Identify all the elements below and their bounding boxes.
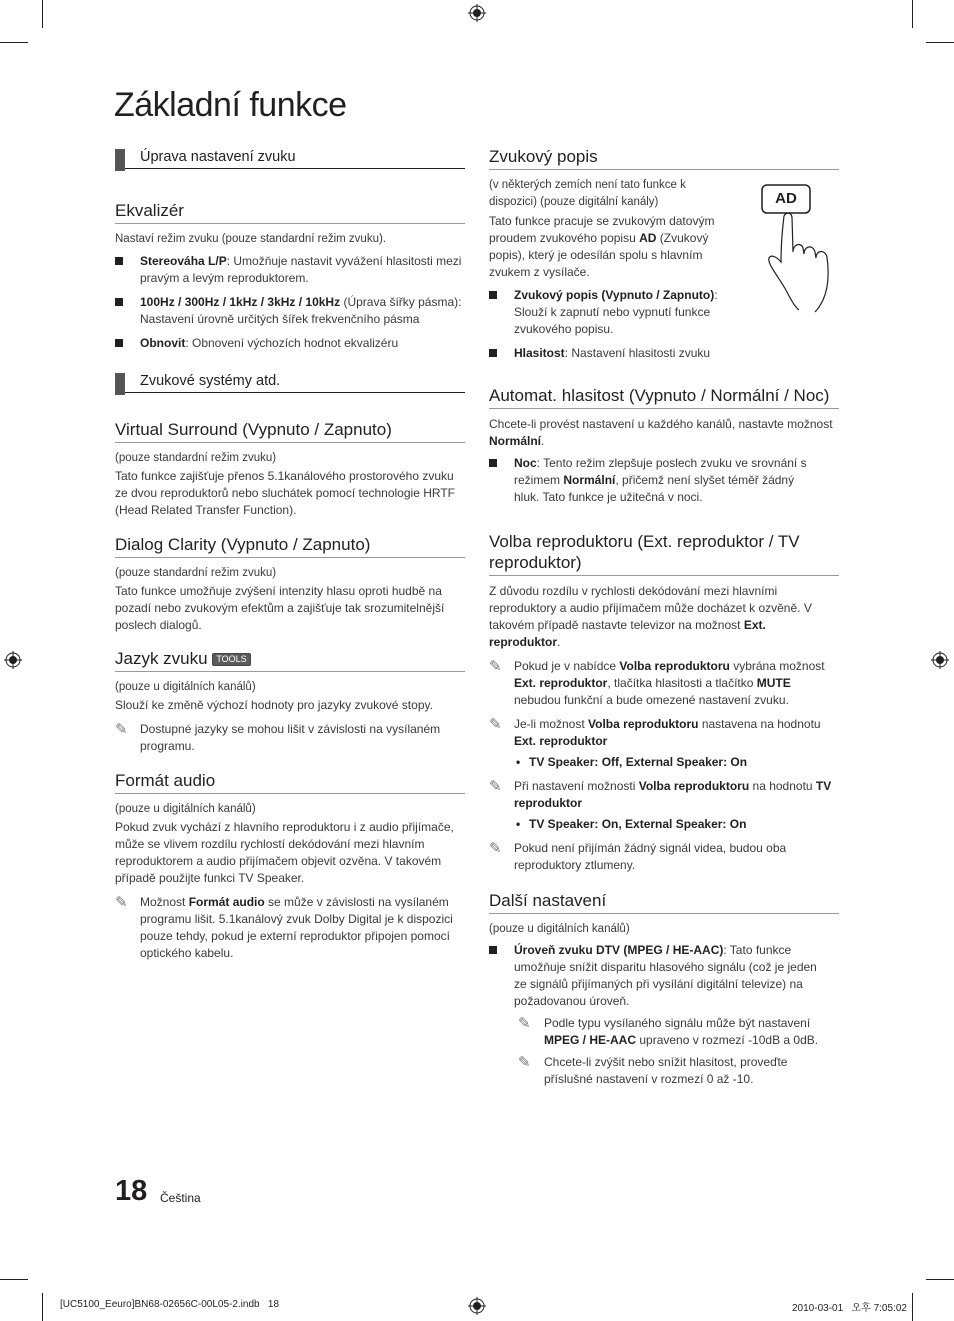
note [489,778,839,812]
page-title: Základní funkce [114,86,347,124]
note-bold: Volba reproduktoru [619,659,730,673]
item-label: Noc [514,456,537,470]
bullet-icon: • [516,755,521,769]
list-item [489,287,749,338]
volba-text [489,583,839,651]
item-text: : Umožňuje nastavit vyvážení hlasitosti mezi pravým a levým reproduktorem. [140,254,462,285]
note-text: upraveno v rozmezí -10dB a 0dB. [636,1033,819,1047]
crop-mark [926,1279,954,1280]
registration-mark-icon [4,651,22,669]
item-label: Zvukový popis (Vypnuto / Zapnuto) [514,288,715,302]
note-text: nebudou funkční a bude omezené nastavení zvuku. [514,693,789,707]
item-bold: Normální [563,473,616,487]
heading-text: Jazyk zvuku [115,649,208,668]
note-text: Pokud není přijímán žádný signál videa, budou oba reproduktory ztlumeny. [514,841,787,872]
item-text: : Nastavení hlasitosti zvuku [564,346,711,360]
note-text: Při nastavení možnosti [514,779,639,793]
bullet-icon [115,257,123,265]
dialog-sub: (pouze standardní režim zvuku) [115,567,277,579]
heading-virtual-surround: Virtual Surround (Vypnuto / Zapnuto) [115,419,465,443]
note [489,716,839,750]
popis-sub: (v některých zemích není tato funkce k dispozici) (pouze digitální kanály) [489,179,686,208]
note-text: vybrána možnost [729,659,825,673]
crop-mark [912,1293,913,1321]
note-bold: MPEG / HE-AAC [544,1033,637,1047]
ad-button-label: AD [775,190,797,207]
item-label: Hlasitost [514,346,565,360]
section-marker [115,149,125,171]
pencil-icon: ✎ [518,1015,531,1032]
pencil-icon: ✎ [115,721,128,738]
section-title: Zvukové systémy atd. [140,373,281,389]
list-item [115,253,465,287]
dialog-text: Tato funkce umožňuje zvýšení intenzity hlasu oproti hudbě na pozadí nebo zvukovým efektům a zajišťuje tak srozumitelnější poslech dialogů. [115,584,445,632]
bullet-icon [489,946,497,954]
note-bold: Volba reproduktoru [588,717,699,731]
list-item [115,294,465,328]
tools-badge: TOOLS [212,653,250,666]
section-marker [115,373,125,395]
virtual-sub: (pouze standardní režim zvuku) [115,452,277,464]
ekvalizer-intro: Nastaví režim zvuku (pouze standardní režim zvuku). [115,233,386,245]
virtual-text: Tato funkce zajišťuje přenos 5.1kanálového prostorového zvuku ze dvou reproduktorů nebo sluchátek pomocí technologie HRTF (Head Related Transfer Function). [115,469,455,517]
list-item [489,345,839,362]
note-bold: Ext. reproduktor [514,734,608,748]
crop-mark [912,0,913,28]
registration-mark-icon [468,4,486,22]
footer-date: 2010-03-01 오후 7:05:02 [792,1303,907,1314]
note-bold: Formát audio [188,895,265,909]
note [518,1015,839,1049]
section-title: Úprava nastavení zvuku [140,149,296,165]
text-bold: Ext. reproduktor [489,618,766,649]
format-sub: (pouze u digitálních kanálů) [115,803,256,815]
item-label: Úroveň zvuku DTV (MPEG / HE-AAC) [514,943,724,957]
note [115,894,465,962]
note-text: nastavena na hodnotu [698,717,821,731]
item-text: , přičemž není slyšet téměř žádný hluk. Tato funkce je užitečná v noci. [514,473,795,504]
note-text: na hodnotu [749,779,816,793]
format-text: Pokud zvuk vychází z hlavního reproduktoru i z audio přijímače, může se vlivem rozdílu rychlostí dekódování mezi hlavním reproduktorem a audio přijímačem objevit ozvěna. V takovém případě použijte funkci TV Speaker. [115,820,454,885]
bullet-icon [489,291,497,299]
text-part: Chcete-li provést nastavení u každého kanálů, nastavte možnost [489,417,833,431]
note-text: Je-li možnost [514,717,589,731]
pencil-icon: ✎ [489,716,502,733]
heading-volba-reproduktoru: Volba reproduktoru (Ext. reproduktor / TV reproduktor) [489,531,839,576]
registration-mark-icon [468,1297,486,1315]
page-number: 18 [115,1175,148,1207]
pencil-icon: ✎ [489,658,502,675]
note [489,658,839,709]
item-text: : Slouží k zapnutí nebo vypnutí funkce zvukového popisu. [514,288,718,336]
item-label: Stereováha L/P [140,254,227,268]
crop-mark [0,42,28,43]
dalsi-sub: (pouze u digitálních kanálů) [489,923,630,935]
bullet-icon [115,298,123,306]
left-column [115,140,465,962]
text-part: Z důvodu rozdílu v rychlosti dekódování mezi hlavními reproduktory a audio přijímačem může docházet k ozvěně. V takovém případě nastavte televizor na možnost [489,584,812,632]
crop-mark [926,42,954,43]
bullet-icon: • [516,817,521,831]
popis-text [489,213,724,281]
note-bold: Volba reproduktoru [638,779,750,793]
pencil-icon: ✎ [489,840,502,857]
heading-zvukovy-popis: Zvukový popis [489,146,839,170]
note-text: Chcete-li zvýšit nebo snížit hlasitost, proveďte příslušné nastavení v rozmezí 0 až -10. [544,1055,788,1086]
pencil-icon: ✎ [518,1054,531,1071]
crop-mark [42,1293,43,1321]
heading-automat-hlasitost: Automat. hlasitost (Vypnuto / Normální / Noc) [489,385,839,409]
crop-mark [42,0,43,28]
jazyk-text: Slouží ke změně výchozí hodnoty pro jazyky zvukové stopy. [115,698,433,712]
note-text: , tlačítka hlasitosti a tlačítko [607,676,757,690]
item-text: TV Speaker: Off, External Speaker: On [529,755,748,769]
note [115,721,465,755]
item-label: 100Hz / 300Hz / 1kHz / 3kHz / 10kHz [140,295,341,309]
note-text: Možnost [140,895,189,909]
heading-dialog-clarity: Dialog Clarity (Vypnuto / Zapnuto) [115,534,465,558]
list-item [514,754,839,771]
text-part: . [557,635,561,649]
item-text: : Tento režim zlepšuje poslech zvuku ve srovnání s režimem [514,456,807,487]
section-header [115,144,465,169]
automat-text [489,416,839,450]
list-item [115,335,465,352]
footer-language: Čeština [160,1191,201,1205]
heading-jazyk-zvuku [115,648,465,672]
item-text: TV Speaker: On, External Speaker: On [529,817,747,831]
heading-ekvalizer: Ekvalizér [115,200,465,224]
item-text: (Úprava šířky pásma): Nastavení úrovně určitých šířek frekvenčního pásma [140,295,462,326]
note-bold: TV reproduktor [514,779,832,810]
registration-mark-icon [931,651,949,669]
crop-mark [0,1279,28,1280]
text-bold: AD [639,231,657,245]
note-text: se může v závislosti na vysílaném programu lišit. 5.1kanálový zvuk Dolby Digital je k dispozici pouze tehdy, pokud je externí reproduktor připojen pomocí optického kabelu. [140,895,453,960]
text-part: Tato funkce pracuje se zvukovým datovým proudem zvukového popisu [489,214,715,245]
note-text: Pokud je v nabídce [514,659,620,673]
note-bold: Ext. reproduktor [514,676,608,690]
pencil-icon: ✎ [115,894,128,911]
list-item [489,455,814,506]
text-part: (Zvukový popis), který je odesílán spolu s hlavním zvukem z vysílače. [489,231,709,279]
right-column [489,140,839,1088]
heading-format-audio: Formát audio [115,770,465,794]
item-label: Obnovit [140,336,186,350]
note [489,840,839,874]
list-item [489,942,824,1010]
list-item [514,816,839,833]
item-text: : Obnovení výchozích hodnot ekvalizéru [185,336,399,350]
section-header [115,368,465,393]
note-text: Podle typu vysílaného signálu může být nastavení [544,1016,811,1030]
text-bold: Normální [489,434,542,448]
item-text: : Tato funkce umožňuje snížit disparitu hlasového signálu (což je jeden ze signálů přijímaných při vysílání digitální televize) na požadovanou úroveň. [514,943,817,1008]
bullet-icon [489,459,497,467]
note [518,1054,839,1088]
note-bold: MUTE [756,676,791,690]
text-part: . [541,434,545,448]
pencil-icon: ✎ [489,778,502,795]
bullet-icon [489,349,497,357]
footer-file-info: [UC5100_Eeuro]BN68-02656C-00L05-2.indb 18 [60,1299,280,1310]
jazyk-sub: (pouze u digitálních kanálů) [115,681,256,693]
bullet-icon [115,339,123,347]
heading-dalsi-nastaveni: Další nastavení [489,890,839,914]
note-text: Dostupné jazyky se mohou lišit v závislosti na vysílaném programu. [140,722,441,753]
